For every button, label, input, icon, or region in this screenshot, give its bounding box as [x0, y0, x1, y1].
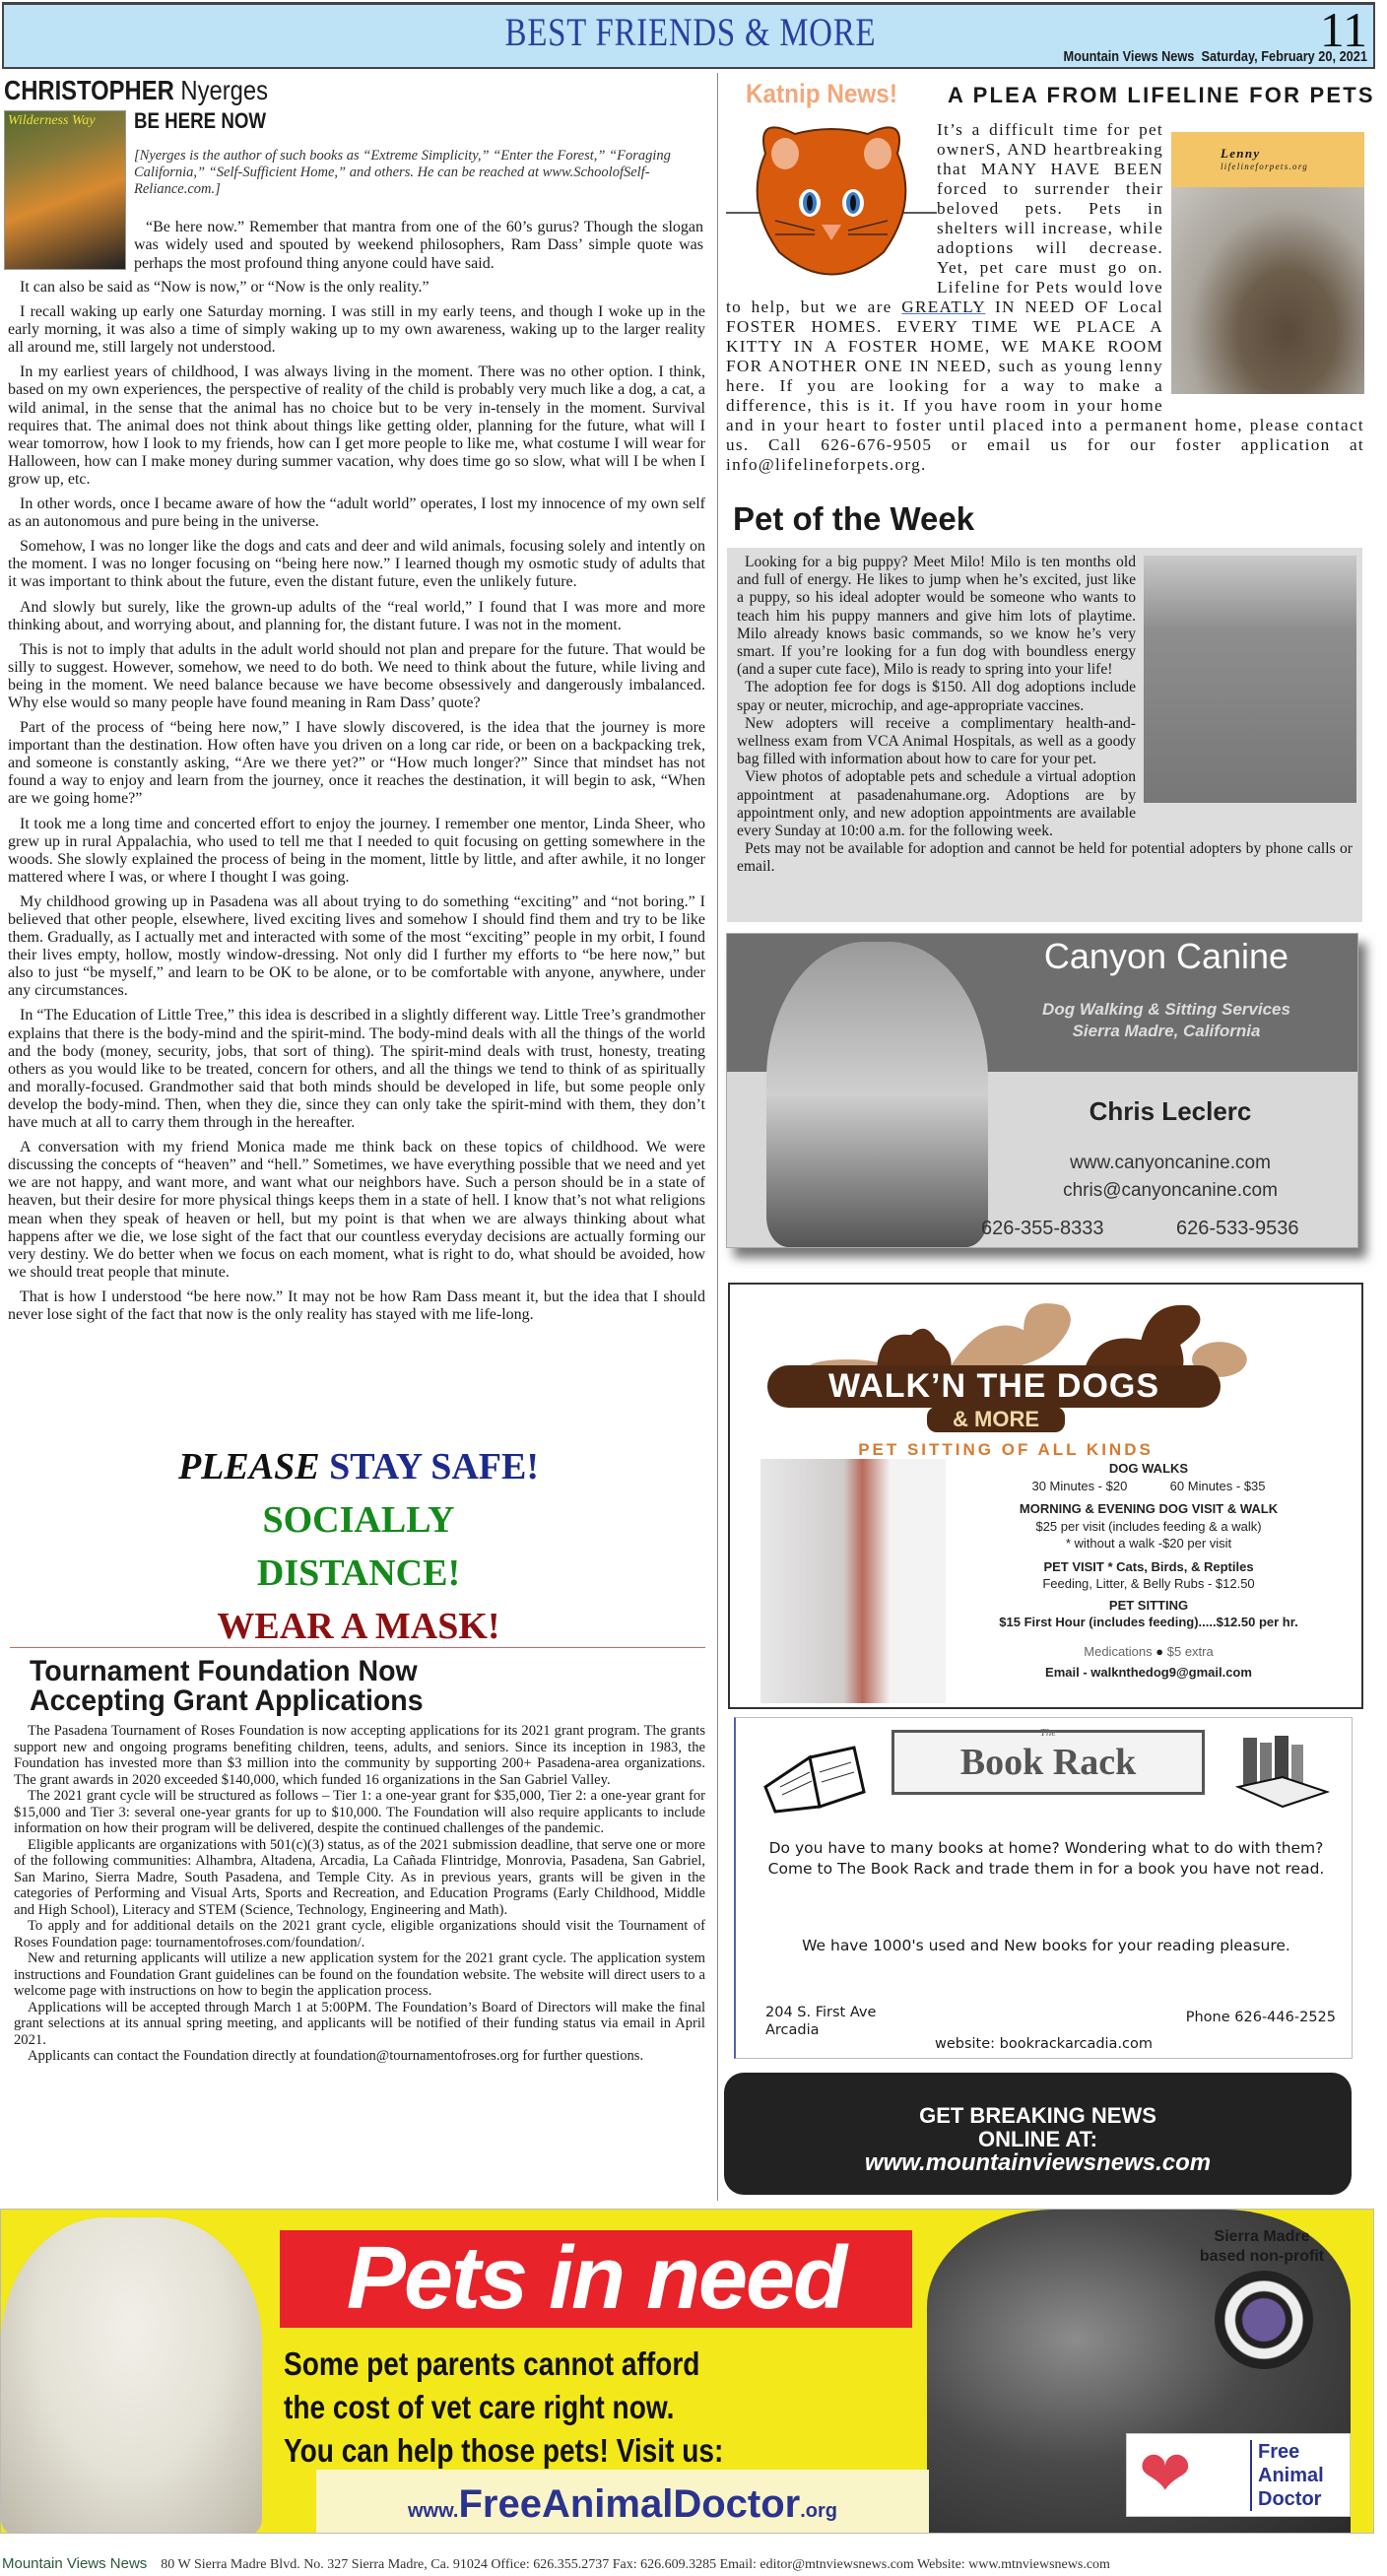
article-body	[8, 279, 705, 1436]
ad-body	[284, 2343, 723, 2473]
rate-line: * without a walk -$20 per visit	[1065, 1536, 1232, 1551]
pet-paragraph: Pets may not be available for adoption and cannot be held for potential adopters by phone calls or email.	[737, 840, 1353, 876]
article-paragraph: It can also be said as “Now is now,” or “Now is the only reality.”	[20, 279, 429, 296]
page-footer	[2, 2555, 1381, 2573]
rate-line	[952, 1478, 1346, 1495]
tournament-paragraph: New and returning applicants will utilize a new application system for the 2021 grant cycle. The application system instructions and Foundation Grant guidelines can be found on the foundation website. The website will direct users to a welcome page with instructions on how to begin the application process.	[14, 1950, 705, 1999]
email-link[interactable]: chris@canyoncanine.com	[1063, 1180, 1278, 1201]
pet-of-week-title: Pet of the Week	[733, 500, 975, 537]
phone: Phone 626-446-2525	[1185, 2010, 1336, 2025]
logo-line: Doctor	[1258, 2488, 1322, 2510]
location-line: Sierra Madre, California	[1072, 1022, 1261, 1040]
article-paragraph: That is how I understood “be here now.” It may not be how Ram Dass meant it, but the idea that I should never lose sight of the fact that now is the only reality has stayed with me life-long.	[8, 1288, 705, 1323]
url-main: FreeAnimalDoctor	[458, 2482, 801, 2526]
address	[765, 2004, 876, 2039]
breaking-news-banner[interactable]	[724, 2073, 1352, 2195]
article-paragraph: It took me a long time and concerted effort to enjoy the journey. I remember one mentor, Linda Sheer, who grew up in rural Appalachia, who used to tell me that I needed to quit focusing on getting somewhere in the woods. She slowly explained the process of being in the moment, little by little, and after awhile, it no longer mattered where I was, or where I thought I was going.	[8, 815, 705, 886]
owner-with-dog-photo	[760, 1459, 946, 1703]
book-cover-title: Wilderness Way	[8, 113, 96, 128]
phone-number: 626-533-9536	[1176, 1218, 1299, 1239]
website-link[interactable]: website: bookrackarcadia.com	[934, 2036, 1154, 2052]
pet-paragraph: The adoption fee for dogs is $150. All dog adoptions include spay or neuter, microchip, and age-appropriate vaccines.	[737, 679, 1136, 714]
ad-headline: Pets in need	[280, 2230, 912, 2328]
photo-caption-name: Lenny	[1221, 146, 1261, 161]
headline-line: Tournament Foundation Now	[30, 1655, 418, 1687]
footer-publication: Mountain Views News	[2, 2555, 148, 2572]
ad-text: Do you have to many books at home? Wondering what to do with them? Come to The Book Rack and trade them in for a book you have not read.	[767, 1839, 1325, 1878]
note-line: Sierra Madre	[1214, 2228, 1310, 2245]
contact-email[interactable]: Email - walknthedog9@gmail.com	[1045, 1665, 1252, 1680]
page-header	[2, 2, 1375, 69]
author-first: CHRISTOPHER	[4, 75, 174, 105]
business-name: WALK’N THE DOGS	[767, 1365, 1221, 1408]
rate-60: 60 Minutes - $35	[1169, 1478, 1266, 1493]
free-animal-doctor-logo	[1126, 2433, 1351, 2517]
rate-heading: MORNING & EVENING DOG VISIT & WALK	[1019, 1501, 1279, 1516]
katnip-text: It’s a difficult time for pet ownerS, AND heartbreaking that MANY HAVE BEEN forced to surrender their beloved pets. Pets in shelters will increase, while adoptions will decrease. Yet, pet care must go on. Lifeline for Pets would love to help, but we are	[726, 120, 1163, 316]
rate-line: Feeding, Litter, & Belly Rubs - $12.50	[1042, 1576, 1255, 1591]
rate-list	[952, 1460, 1346, 1682]
article-paragraph: In other words, once I became aware of how the “adult world” operates, I lost my innocence of my own self as an autonomous and pure being in the universe.	[8, 495, 705, 531]
article-lead-paragraph: “Be here now.” Remember that mantra from one of the 60’s gurus? Though the slogan was widely used and spouted by weekend philosophers, Ram Dass’ simple quote was perhaps the most profound thing anyone could have said.	[134, 219, 703, 272]
pet-of-week-box	[727, 548, 1362, 922]
logo-the: The	[1039, 1727, 1057, 1739]
publication-name: Mountain Views News	[1063, 48, 1195, 65]
url-suffix: .org	[800, 2500, 837, 2522]
article-paragraph: I recall waking up early one Saturday morning. I was still in my early teens, and though I woke up in the early morning, it was also a time of simply waking up to my own awareness, waking up to the larger reality all around me, still largely not understood.	[8, 303, 705, 357]
basset-hound-photo	[766, 942, 988, 1247]
ad-line: You can help those pets! Visit us:	[284, 2432, 724, 2469]
safety-message	[0, 1440, 717, 1653]
article-paragraph: Somehow, I was no longer like the dogs and cats and deer and wild animals, focusing solely and intently on the moment. I was no longer focusing on “being here now.” I learned though my osmotic study of adults that it was important to think about the future, even the distant future, even the unlikely future.	[8, 538, 705, 591]
paw-icon: ●	[1156, 1643, 1164, 1659]
address-line: 204 S. First Ave	[765, 2005, 877, 2020]
logo-line: Free	[1258, 2441, 1300, 2463]
page-number: 11	[1319, 2, 1367, 57]
phone-number: 626-355-8333	[981, 1218, 1104, 1239]
rate-line: $15 First Hour (includes feeding).....$12.50 per hr.	[999, 1615, 1298, 1629]
lenny-cat-photo	[1171, 132, 1364, 416]
open-book-icon	[760, 1738, 869, 1816]
tournament-paragraph: Eligible applicants are organizations with 501(c)(3) status, as of the 2021 submission deadline, that serve one or more of the following communities: Alhambra, Altadena, Arcadia, La Cañada Flintridge, Monrovia, Pasadena, San Gabriel, San Marino, Sierra Madre, South Pasadena, and Temple City. As in previous years, grants will be given in the categories of Performing and Visual Arts, Sports and Recreation, and Education Programs (Early Childhood, Middle and High School), Literacy and STEM (Science, Technology, Engineering and Math).	[14, 1836, 705, 1918]
katnip-brand: Katnip News!	[746, 79, 897, 108]
article-paragraph: A conversation with my friend Monica made me think back on these topics of childhood. We were discussing the concepts of “heaven” and “hell.” Sometimes, we have everything possible that we need and yet we are not happy, and want more, and want what our neighbors have. Such a person should be in a state of heaven, but their desire for more physical things keeps them in a state of hell. I know that’s not what religions mean when they speak of heaven or hell, but my point is that when we are always thinking about what happens after we die, we lose sight of the fact that our countless everyday decisions are actually forming our very destiny. We do better when we focus on each moment, what is right to do, what should be avoided, how we should treat people that minute.	[8, 1139, 705, 1281]
katnip-text-emphasis: GREATLY	[901, 297, 986, 316]
website-link[interactable]: www.mountainviewsnews.com	[864, 2149, 1212, 2176]
katnip-text: IN NEED OF Local FOSTER HOMES. EVERY TIME WE PLACE A KITTY IN A FOSTER HOME, WE MAKE ROOM FOR ANOTHER ONE IN NEED, such as young lenny here. If you are looking for a way to make a difference, this is it. If you have room in your home and in your heart to foster until placed into a permanent home, please contact us. Call 626-676-9505 or email us for our foster application at info@lifelineforpets.org.	[726, 297, 1364, 474]
rate-line: $25 per visit (includes feeding & a walk)	[1035, 1518, 1262, 1534]
article-paragraph: And slowly but surely, like the grown-up adults of the “real world,” I found that I was more and more thinking about, and worrying about, and planning for, the distant future. I was not in the moment.	[8, 598, 705, 633]
tournament-paragraph: The 2021 grant cycle will be structured as follows – Tier 1: a one-year grant for $35,000, Tier 2: a one-year grant for $15,000 and Tier 3: several one-year grants for up to $10,000. The Foundation will also require applicants to include information on how their program will be delivered, despite the continued challenges of the pandemic.	[14, 1788, 705, 1836]
canyon-canine-ad	[726, 933, 1358, 1248]
photo-caption-site: lifelineforpets.org	[1221, 162, 1309, 171]
milo-dog-photo	[1144, 556, 1356, 803]
article-paragraph: This is not to imply that adults in the adult world should not plan and prepare for the future. That would be silly to suggest. However, somehow, we need to do both. We need to think about the future, while living and being in the moment. We need balance because we have become obsessively and dangerously imbalanced. Why else would so many people have found meaning in Ram Dass’ quote?	[8, 640, 705, 711]
tournament-headline	[30, 1657, 424, 1716]
logo-text: Book Rack	[959, 1742, 1137, 1783]
tournament-body	[14, 1723, 705, 2065]
note-line: based non-profit	[1199, 2248, 1325, 2265]
contact-name: Chris Leclerc	[1089, 1096, 1252, 1126]
cat-face-icon	[726, 114, 937, 292]
rate-30: 30 Minutes - $20	[1031, 1478, 1128, 1493]
footer-contact: 80 W Sierra Madre Blvd. No. 327 Sierra Madre, Ca. 91024 Office: 626.355.2737 Fax: 626.609.3285 Email: editor@mtnviewsnews.com Website: www.mtnviewsnews.com	[161, 2557, 1110, 2572]
service-line: Dog Walking & Sitting Services	[1042, 1000, 1290, 1019]
medications-price: $5 extra	[1166, 1643, 1214, 1659]
white-dog-photo	[1, 2217, 262, 2534]
tournament-paragraph: The Pasadena Tournament of Roses Foundation is now accepting applications for its 2021 grant program. The grants support new and ongoing programs benefiting children, teens, adults, and seniors. Since its inception in 1983, the Foundation has invested more than $3 million into the community by supporting 200+ Pasadena-area organizations. The grant awards in 2020 exceeded $140,000, which funded 16 organizations in the San Gabriel Valley.	[14, 1723, 705, 1788]
cat-illustration	[726, 114, 937, 292]
article-title: BE HERE NOW	[134, 108, 267, 133]
pets-in-need-ad	[0, 2209, 1374, 2534]
psa-socially: SOCIALLY	[262, 1499, 455, 1541]
ad-website-link[interactable]	[316, 2470, 929, 2534]
pet-paragraph: View photos of adoptable pets and schedule a virtual adoption appointment at pasadenahumane.org. Adoptions are by appointment only, and new adoption appointments are available every Sunday at 10:00 a.m. for the following week.	[737, 768, 1136, 840]
section-divider	[10, 1647, 705, 1648]
address-line: Arcadia	[765, 2022, 820, 2038]
pet-paragraph: New adopters will receive a complimentary health-and-wellness exam from VCA Animal Hospitals, as well as a goody bag filled with information about how to care for your pet.	[737, 714, 1136, 768]
medications-label: Medications	[1084, 1643, 1153, 1659]
headline-line: Accepting Grant Applications	[30, 1684, 424, 1717]
tournament-paragraph: To apply and for additional details on the 2021 grant cycle, eligible organizations should visit the Tournament of Roses Foundation page: tournamentofroses.com/foundation/.	[14, 1918, 705, 1950]
issue-date: Saturday, February 20, 2021	[1201, 48, 1367, 65]
ad-text: We have 1000's used and New books for your reading pleasure.	[802, 1937, 1290, 1954]
section-title: BEST FRIENDS & MORE	[504, 10, 877, 54]
book-cover-image	[4, 110, 126, 270]
tournament-paragraph: Applications will be accepted through March 1 at 5:00PM. The Foundation’s Board of Directors will make the final grant selections at its annual spring meeting, and applicants will be notified of their funding status via email in April 2021.	[14, 1999, 705, 2048]
article-paragraph: In “The Education of Little Tree,” this idea is described in a slightly different way. Little Tree’s grandmother explains that there is the body-mind and the spirit-mind. The body-mind deals with all the things of the world and the body (money, security, jobs, that sort of thing). The spirit-mind deals with trust, honesty, treating others as you would like to be treated, concern for others, and all the things we tend to think of as spiritually and morally-focused. Grandmother said that both minds should be developed in life, but some people only develop the body-mind. Then, when they die, since they can only take the spirit-mind with them, they don’t have much at all to carry them through in the hereafter.	[8, 1007, 705, 1132]
author-heading	[4, 75, 268, 106]
psa-distance: DISTANCE!	[256, 1552, 461, 1594]
heart-cross-icon: ❤	[1139, 2439, 1192, 2509]
psa-please: PLEASE	[177, 1446, 320, 1487]
website-link[interactable]: www.canyoncanine.com	[1070, 1153, 1271, 1173]
business-services	[973, 999, 1358, 1042]
url-prefix: www.	[407, 2500, 459, 2522]
nonprofit-note	[1154, 2227, 1370, 2267]
rate-heading: PET SITTING	[1108, 1597, 1189, 1613]
column-divider	[717, 73, 718, 2201]
ad-line: Some pet parents cannot afford	[284, 2345, 700, 2382]
banner-line: GET BREAKING NEWS	[919, 2103, 1156, 2128]
walkn-the-dogs-ad	[728, 1283, 1363, 1709]
tournament-paragraph: Applicants can contact the Foundation directly at foundation@tournamentofroses.org for further questions.	[28, 2048, 644, 2064]
business-subtitle: & MORE	[927, 1407, 1065, 1432]
pet-paragraph: Looking for a big puppy? Meet Milo! Milo is ten months old and full of energy. He likes to jump when he’s excited, just like a puppy, so his ideal adopter would be someone who wants to teach him his puppy manners and give him lots of playtime. Milo already knows basic commands, so we know he’s very smart. If you’re looking for a fun dog with boundless energy (and a super cute face), Milo is ready to spring into your life!	[737, 554, 1136, 679]
business-tagline: PET SITTING OF ALL KINDS	[858, 1440, 1154, 1459]
city-seal-icon	[1215, 2271, 1313, 2369]
article-paragraph: In my earliest years of childhood, I was always living in the moment. There was no other option. I think, based on my own experiences, the perspective of reality of the child is probably very much like a dog, a cat, a wild animal, in the sense that the animal has no choice but to be very in-tensely in the moment. Survival requires that. The animal does not think about things like getting older, planning for the future, what will I wear tomorrow, how I look to my friends, how can I get more people to like me, what costume I will wear for Halloween, how can I make money during summer vacation, why does time go so slow, what will I be when I grow up, etc.	[8, 363, 705, 488]
book-rack-logo	[892, 1727, 1205, 1795]
masthead-line	[1063, 48, 1367, 65]
books-stack-icon	[1228, 1733, 1337, 1812]
rate-heading: DOG WALKS	[1108, 1461, 1189, 1476]
book-rack-ad	[734, 1717, 1353, 2059]
banner-line: ONLINE AT:	[978, 2127, 1097, 2151]
article-paragraph: My childhood growing up in Pasadena was all about trying to do something “exciting” and “not boring.” I believed that other people, elsewhere, lived exciting lives and somehow I should find them and try to be like them. Gradually, as I actually met and interacted with some of the most “exciting” people in my orbit, I found their lives empty, hollow, mostly window-dressing. Not only did I further my efforts to “be here now,” but also to just “be myself,” and learn to be OK to be alone, or to be comfortable with anyone, anywhere, under any circumstances.	[8, 892, 705, 1000]
rate-heading: PET VISIT * Cats, Birds, & Reptiles	[1043, 1558, 1254, 1574]
ad-line: the cost of vet care right now.	[284, 2389, 675, 2425]
author-bio: [Nyerges is the author of such books as “Extreme Simplicity,” “Enter the Forest,” “Foraging California,” “Self-Sufficient Home,” and others. He can be reached at www.SchoolofSelf-Reliance.com.]	[134, 148, 671, 197]
katnip-headline: A PLEA FROM LIFELINE FOR PETS	[948, 83, 1375, 107]
business-name: Canyon Canine	[1043, 936, 1289, 976]
psa-mask: WEAR A MASK!	[217, 1606, 500, 1647]
logo-line: Animal	[1258, 2465, 1324, 2486]
katnip-article	[726, 120, 1364, 475]
article-paragraph: Part of the process of “being here now,” I have slowly discovered, is the idea that the journey is more important than the destination. How often have you driven on a long car ride, or been on a backpacking trek, and someone is constantly asking, “Are we there yet?” or “How much longer?” Since that mindset has not found a way to enjoy and learn from the journey, once it reaches the destination, it will begin to ask, “When are we going home?”	[8, 719, 705, 808]
author-last: Nyerges	[180, 75, 269, 105]
psa-stay-safe: STAY SAFE!	[329, 1446, 540, 1487]
